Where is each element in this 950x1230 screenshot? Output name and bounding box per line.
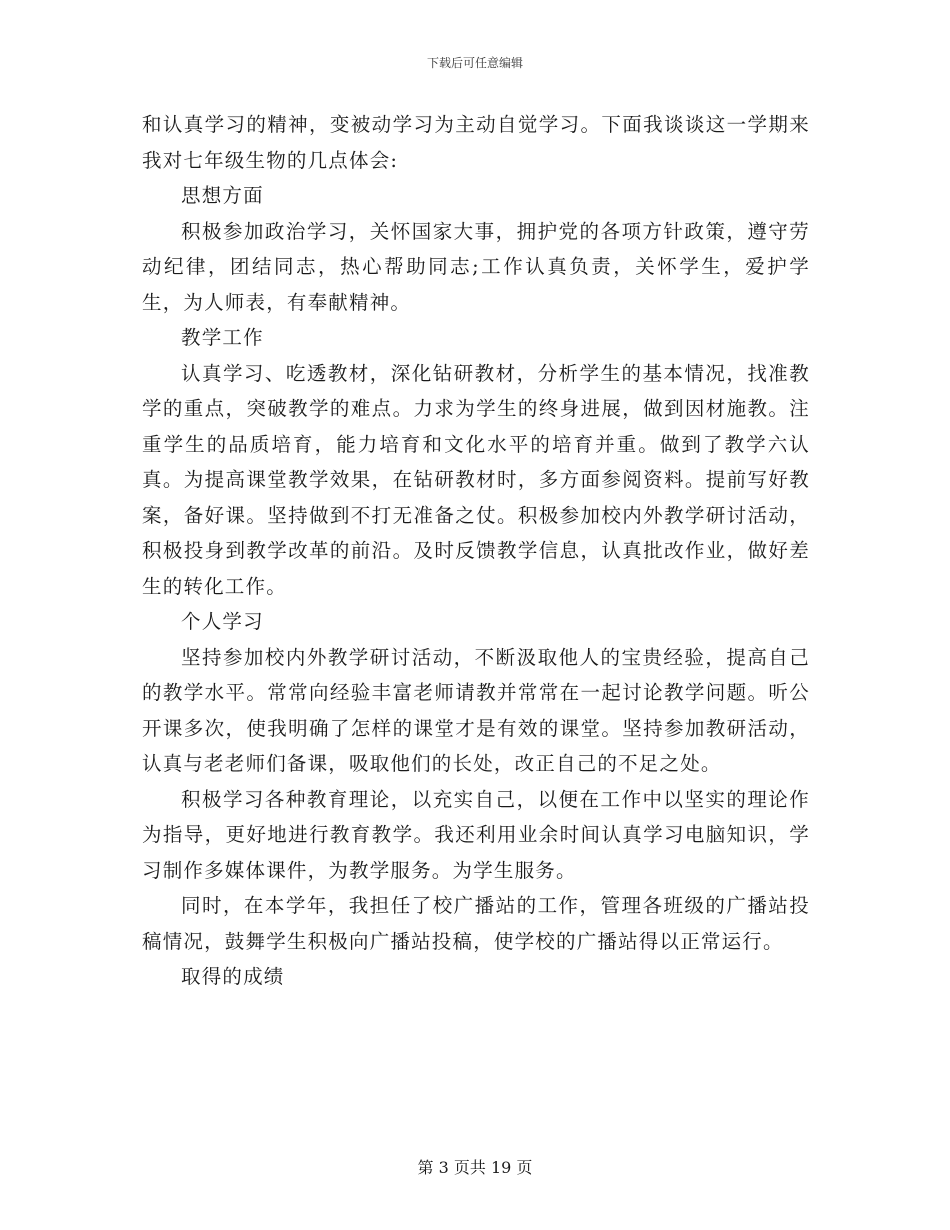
document-body [142,107,810,995]
paragraph-intro: 和认真学习的精神，变被动学习为主动自觉学习。下面我谈谈这一学期来我对七年级生物的几点体会: [142,113,810,172]
page-header: 下载后可任意编辑 [426,56,523,70]
section-heading-personal-study: 个人学习 [181,610,264,633]
page-number: 第 3 页共 19 页 [417,1158,533,1177]
paragraph-teaching: 认真学习、吃透教材，深化钻研教材，分析学生的基本情况，找准教学的重点，突破教学的难点。力求为学生的终身进展，做到因材施教。注重学生的品质培育，能力培育和文化水平的培育并重。做到了教学六认真。为提高课堂教学效果，在钻研教材时，多方面参阅资料。提前写好教案，备好课。坚持做到不打无准备之仗。积极参加校内外教学研讨活动，积极投身到教学改革的前沿。及时反馈教学信息，认真批改作业，做好差生的转化工作。 [142,361,810,598]
section-heading-teaching: 教学工作 [181,326,264,349]
section-heading-thought: 思想方面 [181,184,264,207]
paragraph-personal-study-3: 同时，在本学年，我担任了校广播站的工作，管理各班级的广播站投稿情况，鼓舞学生积极向广播站投稿，使学校的广播站得以正常运行。 [142,894,810,953]
paragraph-personal-study-1: 坚持参加校内外教学研讨活动，不断汲取他人的宝贵经验，提高自己的教学水平。常常向经验丰富老师请教并常常在一起讨论教学问题。听公开课多次，使我明确了怎样的课堂才是有效的课堂。坚持参加教研活动，认真与老老师们备课，吸取他们的长处，改正自己的不足之处。 [142,645,810,775]
paragraph-thought: 积极参加政治学习，关怀国家大事，拥护党的各项方针政策，遵守劳动纪律，团结同志，热心帮助同志;工作认真负责，关怀学生，爱护学生，为人师表，有奉献精神。 [142,219,810,314]
section-heading-achievements: 取得的成绩 [181,965,285,988]
paragraph-personal-study-2: 积极学习各种教育理论，以充实自己，以便在工作中以坚实的理论作为指导，更好地进行教育教学。我还利用业余时间认真学习电脑知识，学习制作多媒体课件，为教学服务。为学生服务。 [142,787,810,882]
